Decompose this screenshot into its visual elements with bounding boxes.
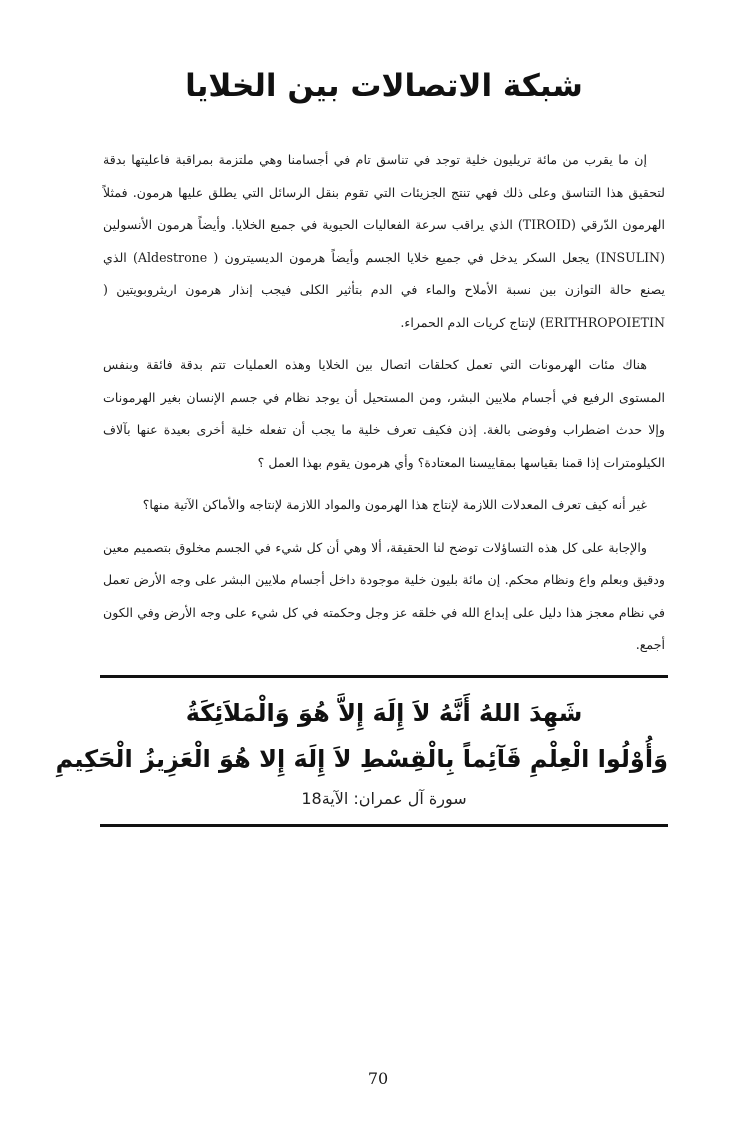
verse-top-divider [100, 675, 668, 678]
paragraph-2: هناك مئات الهرمونات التي تعمل كحلقات اتصال بين الخلايا وهذه العمليات تتم بدقة فائقة وبنفس المستوى الرفيع في أجسام ملايين البشر، ومن المستحيل أن يوجد نظام في جسم الإنسان بغير الهرمونات وإلا حدث اضطراب وفوضى بالغة. إذن فكيف تعرف خلية ما يجب أن تفعله خلية أخرى بعيدة عنها بآلاف الكيلومترات إذا قمنا بقياسها بمقاييسنا المعتادة؟ وأي هرمون يقوم بهذا العمل ؟ [103, 357, 665, 470]
verse-bottom-divider [100, 824, 668, 827]
verse-line-1: شَهِدَ اللهُ أَنَّهُ لاَ إِلَهَ إِلاَّ هُوَ وَالْمَلاَئِكَةُ [185, 699, 583, 727]
paragraph-3: غير أنه كيف تعرف المعدلات اللازمة لإنتاج هذا الهرمون والمواد اللازمة لإنتاجه والأماكن الآتية منها؟ [142, 497, 647, 512]
page-title: شبكة الاتصالات بين الخلايا [185, 68, 583, 104]
verse-reference: سورة آل عمران: الآية18 [301, 789, 467, 808]
paragraph-4: والإجابة على كل هذه التساؤلات توضح لنا الحقيقة، ألا وهي أن كل شيء في الجسم مخلوق بتصميم معين ودقيق وبعلم واع ونظام محكم. إن مائة بليون خلية موجودة داخل أجسام ملايين البشر على وجه الأرض تعمل في نظام معجز هذا دليل على إبداع الله في خلقه عز وجل وحكمته في كل شيء على وجه الأرض وفي الكون أجمع. [103, 539, 665, 652]
quran-verse-box [55, 690, 668, 814]
paragraph-1: إن ما يقرب من مائة تريليون خلية توجد في تناسق تام في أجسامنا وهي ملتزمة بمراقبة فاعليتها بدقة لتحقيق هذا التناسق وعلى ذلك فهي تنتج الجزيئات التي تقوم بنقل الرسائل التي يطلق عليها هرمون. فمثلاً الهرمون الدّرقي (TIROID) الذي يراقب سرعة الفعاليات الحيوية في جميع الخلايا. وأيضاً هرمون الأنسولين (INSULIN) يجعل السكر يدخل في جميع خلايا الجسم وأيضاً هرمون الديسيترون ( Aldestrone) الذي يصنع حالة التوازن بين نسبة الأملاح والماء في الدم بتأثير الكلى فيجب إنذار هرمون اريثروبويتين ( ERITHROPOIETIN) لإنتاج كريات الدم الحمراء. [103, 152, 665, 330]
verse-line-2: وَأُوْلُوا الْعِلْمِ قَآئِماً بِالْقِسْطِ لاَ إِلَهَ إِلا هُوَ الْعَزِيزُ الْحَكِيمِ [55, 745, 668, 773]
body-text [103, 144, 665, 672]
page-number: 70 [367, 1069, 389, 1088]
